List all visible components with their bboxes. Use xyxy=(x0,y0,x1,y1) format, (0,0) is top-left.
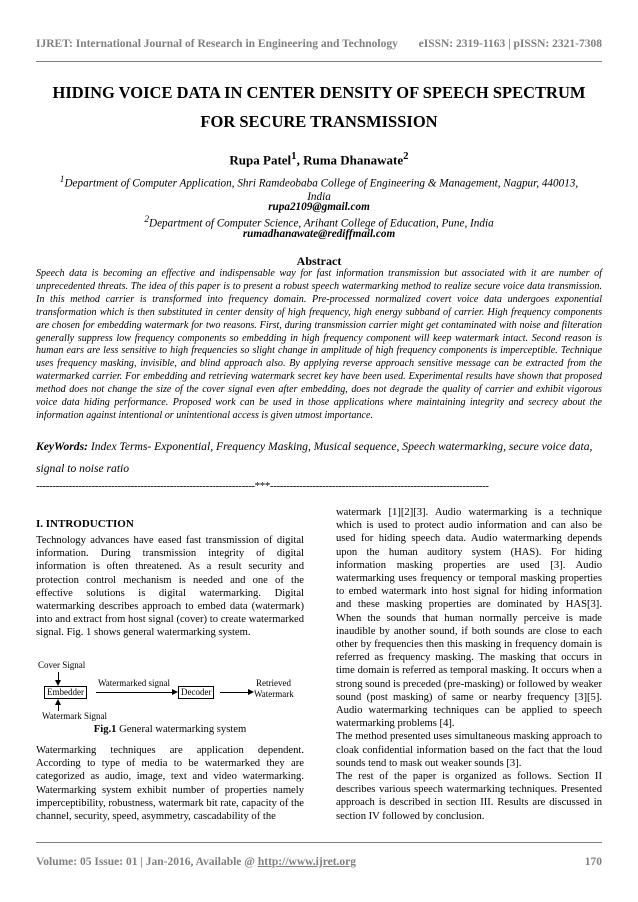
journal-name: IJRET: International Journal of Research in Engineering and Technology xyxy=(36,38,398,50)
footer-rule xyxy=(36,842,602,843)
author-sep: , xyxy=(296,152,304,168)
fig-cover-signal-label: Cover Signal xyxy=(38,660,86,670)
intro-paragraph-2: Watermarking techniques are application dependent. According to type of media to be watermarked they are categorized as audio, image, text and video watermarking. Watermarking system exhibit number of properties namely imperceptibility, robustness, watermark bit rate, capacity of the channel, security, speed, asymmetry, cascadability of the xyxy=(36,745,304,823)
left-column-bottom xyxy=(36,744,304,823)
fig-embedder-box: Embedder xyxy=(44,686,87,699)
title-line-2: FOR SECURE TRANSMISSION xyxy=(200,112,438,131)
keywords xyxy=(36,436,602,480)
running-footer xyxy=(36,856,602,868)
affiliation-2-sup: 2 xyxy=(144,215,149,225)
running-header xyxy=(36,38,602,50)
intro-paragraph-1: Technology advances have eased fast transmission of digital information. During transmission integrity of digital information is often threatened. As a result security and protection control mechanism is needed and one of the effective solutions is digital watermarking. Digital watermarking describes approach to embed data (watermark) into and extract from host signal (cover) to create watermarked signal. Fig. 1 shows general watermarking system. xyxy=(36,535,304,639)
affiliation-1-line1: Department of Computer Application, Shri Ramdeobaba College of Engineering & Management, Nagpur, 440013, xyxy=(64,177,579,190)
page-number: 170 xyxy=(584,856,602,868)
right-column xyxy=(336,506,602,823)
figure-caption-number: Fig.1 xyxy=(93,724,117,735)
figure-caption xyxy=(36,724,304,735)
left-column-top xyxy=(36,534,304,640)
fig-retrieved-label-2: Watermark xyxy=(254,689,294,699)
right-paragraph-3: The rest of the paper is organized as follows. Section II describes various speech watermarking techniques. Presented approach is described in section III. Results are discussed in section IV followed by conclusion. xyxy=(336,771,602,822)
abstract-text: Speech data is becoming an effective and indispensable way for fast information transmission but associated with it are number of unprecedented threats. The idea of this paper is to present a robust speech watermarking method to realize secure voice data transmission. In this method carrier is transformed into frequency domain. Pre-processed normalized covert voice data undergoes exponential transformation which is then substituted in center density of high frequency, high energy subband of carrier. High frequency components are chosen for embedding watermark for two reasons. First, during transmission carrier might get contaminated with noise and filteration generally suppress low frequency components so embedding in high frequency component will keep watermark intact. Second reason is human ears are less sensitive to high frequencies so slight change in amplitude of high frequency components is imperceptible. Technique uses frequency masking, invisible, and blind approach also. By applying reverse approach sensitive message can be extracted from the watermarked carrier. For embedding and retrieving watermark secret key have been used. Experimental results have shown that proposed method does not change the size of the cover signal even after embedding, does not degrade the quality of carrier and exhibit vigorous voice data hiding performance. Proposed work can be used in those applications where maintaining integrity and secrecy about the information against intentional or unintentional access is given utmost importance. xyxy=(36,268,602,421)
affiliation-1-sup: 1 xyxy=(59,175,65,185)
right-paragraph-1: watermark [1][2][3]. Audio watermarking is a technique which is used to protect audio information and can also be used for hiding speech data. Audio watermarking depends upon the human auditory system (HAS). For hiding information masking properties are used [3]. Audio watermarking uses frequency or temporal masking properties to embed watermark into host signal for hiding information and these masking properties are dominated by HAS[3]. When the sounds that human normally perceive is made inaudible by another sound, if both sounds are close to each other by frequencies then this masking in frequency domain is referred as frequency masking. The masking that occurs in time domain is referred as temporal masking. It occurs when a strong sound is preceded (pre-masking) or followed by weaker sound (post masking) of same or nearby frequency [3][5]. Audio watermarking techniques can be applied to speech watermarking problems [4]. xyxy=(336,507,602,730)
fig-watermark-signal-label: Watermark Signal xyxy=(42,711,108,721)
affiliation-2-text: Department of Computer Science, Arihant College of Education, Pune, India xyxy=(148,217,494,230)
section-heading-introduction: I. INTRODUCTION xyxy=(36,518,134,530)
affiliation-1-line2: India xyxy=(307,190,331,203)
fig-watermark-arrow-head xyxy=(55,699,61,705)
email-1: rupa2109@gmail.com xyxy=(268,201,370,213)
email-2: rumadhanawate@rediffmail.com xyxy=(242,228,396,240)
fig-decoder-box: Decoder xyxy=(178,686,214,699)
keywords-text: Index Terms- Exponential, Frequency Masking, Musical sequence, Speech watermarking, secure voice data, signal to noise ratio xyxy=(36,440,593,475)
author-2: Ruma Dhanawate xyxy=(303,152,404,168)
keywords-label: KeyWords: xyxy=(36,440,88,453)
figure-watermarking-system xyxy=(38,660,298,720)
authors xyxy=(0,150,638,168)
right-paragraph-2: The method presented uses simultaneous masking approach to cloak confidential information based on the fact that the loud sounds tend to mask out weaker sounds [3]. xyxy=(336,731,602,769)
fig-embed-decode-line xyxy=(96,692,174,693)
abstract-heading: Abstract xyxy=(296,254,342,268)
paper-title xyxy=(30,78,608,136)
title-line-1: HIDING VOICE DATA IN CENTER DENSITY OF SPEECH SPECTRUM xyxy=(52,83,586,102)
author-1-sup: 1 xyxy=(291,150,297,162)
fig-retrieved-label-1: Retrieved xyxy=(256,678,291,688)
author-2-sup: 2 xyxy=(403,150,409,162)
fig-decode-out-line xyxy=(220,692,250,693)
journal-link[interactable]: http://www.ijret.org xyxy=(257,856,357,868)
affiliation-1 xyxy=(40,174,598,204)
figure-caption-text: General watermarking system xyxy=(116,724,247,735)
issn: eISSN: 2319-1163 | pISSN: 2321-7308 xyxy=(418,38,602,50)
section-separator: -------------------------------------------------------------------***------------------------------------------------------------------- xyxy=(36,480,489,492)
footer-volume-info: Volume: 05 Issue: 01 | Jan-2016, Available @ http://www.ijret.org xyxy=(36,856,357,868)
header-rule xyxy=(36,61,602,62)
fig-watermarked-signal-label: Watermarked signal xyxy=(98,678,170,688)
author-1: Rupa Patel xyxy=(229,152,292,168)
